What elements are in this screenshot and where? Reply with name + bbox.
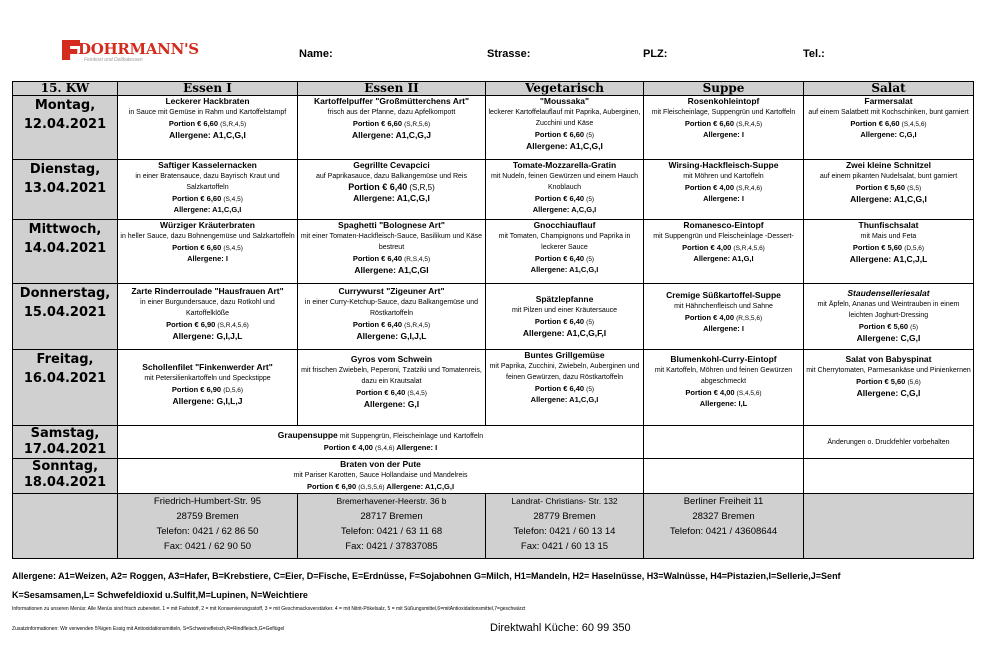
dish-desc: mit Pilzen und einer Kräutersauce: [511, 307, 618, 314]
dish-cell: [644, 284, 804, 350]
day-label: [13, 350, 118, 426]
dish-allergens: Allergene: I: [187, 254, 228, 263]
col-header-salat: Salat: [804, 82, 974, 96]
address-city: 28759 Bremen: [176, 511, 239, 522]
dish-price: Portion € 5,60 (5): [858, 322, 919, 331]
dish-title: Schollenfilet "Finkenwerder Art": [142, 362, 273, 372]
name-label: Name:: [299, 48, 333, 60]
day-name: Freitag,: [36, 352, 94, 367]
address-city: 28717 Bremen: [360, 511, 423, 522]
col-header-vegetarisch: Vegetarisch: [486, 82, 644, 96]
dish-cell: [486, 220, 644, 284]
dish-allergens: Allergene: A1,C,GI: [354, 265, 429, 275]
address-row: [13, 494, 974, 559]
dish-title: Farmersalat: [864, 96, 913, 106]
dish-title: Zarte Rinderroulade "Hausfrauen Art": [131, 286, 284, 296]
dish-title: Leckerer Hackbraten: [165, 96, 250, 106]
dish-allergens: Allergene: A1,C,G,I: [353, 193, 430, 203]
dish-allergens: Allergene: A1,C,G,J: [351, 130, 432, 140]
dish-price: Portion € 6,40 (5): [534, 254, 595, 263]
dish-desc: mit Nudeln, feinen Gewürzen und einem Hauch Knoblauch: [490, 173, 639, 191]
dish-title: Salat von Babyspinat: [845, 354, 932, 364]
address-street: Landrat- Christians- Str. 132: [511, 496, 618, 506]
address-fax: Fax: 0421 / 60 13 15: [520, 541, 609, 552]
dish-price: Portion € 6,60 (S,4,5,6): [850, 119, 927, 128]
dish-allergens: Allergene: I: [703, 130, 744, 139]
additional-info: Zusatzinformationen: Wir verwenden 5%igen Essig mit Antioxidationsmitteln, S=Schweinefleisch,R=Rindfleisch,G=Geflügel: [12, 626, 285, 632]
dish-allergens: Allergene: C,G,I: [856, 388, 921, 398]
dish-desc: mit Äpfeln, Ananas und Weintrauben in einem leichten Joghurt-Dressing: [817, 301, 960, 319]
dish-allergens: Allergene: A1,C,G,F,I: [522, 328, 607, 338]
dish-desc: auf einem Salatbett mit Kochschinken, bunt garniert: [808, 109, 969, 116]
dish-desc: auf einem pikanten Nudelsalat, bunt garniert: [819, 173, 958, 180]
logo-text: DOHRMANN'S: [78, 40, 199, 58]
empty-cell: [644, 426, 804, 459]
day-name: Donnerstag,: [19, 286, 111, 301]
dish-title: Saftiger Kasselernacken: [158, 160, 257, 170]
dish-cell: [118, 220, 298, 284]
additive-info: Informationen zu unseren Menüs: Alle Menüs sind frisch zubereitet. 1 = mit Farbstoff, 2 = mit Konservierungsstoff, 3 = mit Geschmacksverstärker. 4 = mit Nitrit-Pökelsalz, 5 = mit Süßungsmittel,6=mitAntioxidationsmittel,7=geschwärzt: [12, 606, 526, 612]
dish-cell: [118, 96, 298, 160]
dish-desc: mit einer Tomaten-Hackfleisch-Sauce, Basilikum und Käse bestreut: [300, 233, 483, 251]
address-cell: [486, 494, 644, 559]
dish-allergens: Allergene: C,G,I: [856, 333, 921, 343]
dish-desc: mit Suppengrün, Fleischeinlage und Kartoffeln: [337, 433, 484, 440]
day-name: Montag,: [34, 98, 96, 113]
dish-cell: [118, 160, 298, 220]
day-row: [13, 350, 974, 426]
dish-desc: mit Pariser Karotten, Sauce Hollandaise und Mandelreis: [293, 472, 468, 479]
address-phone: Telefon: 0421 / 60 13 14: [513, 526, 616, 537]
dish-desc: leckerer Kartoffelauflauf mit Paprika, Auberginen, Zucchini und Käse: [488, 109, 641, 127]
dish-cell: [118, 459, 644, 494]
day-label: [13, 96, 118, 160]
dish-price: Portion € 5,60 (S,5): [855, 183, 922, 192]
col-header-essen1: Essen I: [118, 82, 298, 96]
empty-cell: [644, 459, 804, 494]
day-label: [13, 426, 118, 459]
dish-price: Portion € 6,60 (S,R,4,5): [168, 119, 247, 128]
dish-allergens: Allergene: A1,C,G,I: [850, 194, 927, 204]
day-name: Mittwoch,: [28, 222, 102, 237]
dish-price: Portion € 6,60 (S,R,5,6): [352, 119, 431, 128]
tel-label: Tel.:: [803, 48, 825, 60]
dish-desc: mit frischen Zwiebeln, Peperoni, Tzatziki und Tomatenreis, dazu ein Krautsalat: [301, 367, 482, 385]
col-header-essen2: Essen II: [298, 82, 486, 96]
dish-price: Portion € 6,60 (S,4,5): [172, 194, 243, 203]
dish-title: Blumenkohl-Curry-Eintopf: [670, 354, 777, 364]
day-date: 18.04.2021: [23, 475, 107, 490]
dish-cell: [644, 220, 804, 284]
week-header: 15. KW: [13, 82, 118, 96]
dish-price: Portion € 6,90 (S,R,4,5,6): [166, 320, 249, 329]
dish-desc: mit Hähnchenfleisch und Sahne: [674, 303, 773, 310]
day-date: 14.04.2021: [23, 241, 107, 256]
address-street: Berliner Freiheit 11: [683, 496, 764, 507]
dish-price: Portion € 6,90 (G,S,5,6) Allergene: A1,C,G,I: [306, 482, 455, 491]
dish-desc: in heller Sauce, dazu Bohnengemüse und Salzkartoffeln: [120, 233, 295, 240]
dish-desc: mit Cherrytomaten, Parmesankäse und Pinienkernen: [806, 367, 971, 374]
dish-cell: [804, 220, 974, 284]
dish-cell: [118, 350, 298, 426]
dish-allergens: Allergene: A1,C,G,I: [530, 265, 599, 274]
dish-title: Würziger Kräuterbraten: [160, 220, 255, 230]
dish-allergens: Allergene: C,G,I: [860, 130, 917, 139]
day-row: [13, 284, 974, 350]
dish-cell: [298, 160, 486, 220]
day-row: [13, 459, 974, 494]
day-date: 16.04.2021: [23, 371, 107, 386]
day-label: [13, 160, 118, 220]
header-row: [13, 82, 974, 96]
empty-cell: [804, 459, 974, 494]
dish-allergens: Allergene: A,C,G,I: [532, 205, 597, 214]
day-date: 15.04.2021: [23, 305, 107, 320]
dish-title: Cremige Süßkartoffel-Suppe: [666, 290, 781, 300]
day-row: [13, 220, 974, 284]
dish-title: "Moussaka": [539, 96, 590, 106]
dish-title: Gegrillte Cevapcici: [353, 160, 430, 170]
dish-title: Zwei kleine Schnitzel: [845, 160, 932, 170]
dish-price: Portion € 6,60 (5): [534, 130, 595, 139]
dish-price: Portion € 4,00 (S,4,6) Allergene: I: [323, 443, 438, 452]
dish-price: Portion € 6,40 (5): [534, 384, 595, 393]
dish-desc: mit Suppengrün und Fleischeinlage -Dessert-: [653, 233, 794, 240]
dish-cell: [486, 160, 644, 220]
dish-cell: [118, 284, 298, 350]
dish-title: Currywurst "Zigeuner Art": [338, 286, 445, 296]
dish-title: Thunfischsalat: [858, 220, 919, 230]
dish-title: Rosenkohleintopf: [687, 96, 760, 106]
dish-cell: [644, 160, 804, 220]
menu-table: [12, 81, 974, 559]
note-cell: [804, 426, 974, 459]
dish-desc: in einer Bratensauce, dazu Bayrisch Kraut und Salzkartoffeln: [135, 173, 280, 191]
address-street: Bremerhavener-Heerstr. 36 b: [336, 496, 447, 506]
dish-allergens: Allergene: G,I,L,J: [172, 396, 243, 406]
disclaimer-note: Änderungen o. Druckfehler vorbehalten: [827, 438, 950, 446]
dish-cell: [804, 284, 974, 350]
dish-desc: auf Paprikasauce, dazu Balkangemüse und Reis: [316, 173, 467, 180]
dish-title: Spätzlepfanne: [535, 294, 594, 304]
allergen-legend-1: Allergene: A1=Weizen, A2= Roggen, A3=Hafer, B=Krebstiere, C=Eier, D=Fische, E=Erdnüsse, F=Sojabohnen G=Milch, H1=Mandeln, H2= Haselnüsse, H3=Walnüsse, H4=Pistazien,I=Sellerie,J=Senf: [12, 571, 841, 581]
day-name: Sonntag,: [31, 459, 99, 474]
dish-desc: mit Tomaten, Champignons und Paprika in leckerer Sauce: [498, 233, 631, 251]
dish-price: Portion € 6,60 (S,4,5): [172, 243, 243, 252]
dish-title: Graupensuppe: [277, 430, 338, 440]
dish-desc: in einer Burgundersauce, dazu Rotkohl und Kartoffelklöße: [140, 299, 275, 317]
dish-title: Wirsing-Hackfleisch-Suppe: [668, 160, 779, 170]
dish-desc: mit Kartoffeln, Möhren und feinen Gewürzen abgeschmeckt: [654, 367, 793, 385]
dish-price: Portion € 4,00 (S,R,4,6): [684, 183, 763, 192]
dish-cell: [298, 350, 486, 426]
dish-title: Kartoffelpuffer "Großmütterchens Art": [313, 96, 470, 106]
dish-allergens: Allergene: A1,G,I: [693, 254, 754, 263]
day-date: 12.04.2021: [23, 117, 107, 132]
day-row: [13, 96, 974, 160]
dish-cell: [644, 350, 804, 426]
dish-cell: [298, 284, 486, 350]
dish-allergens: Allergene: A1,C,J,L: [849, 254, 928, 264]
day-name: Samstag,: [30, 426, 100, 441]
company-logo: [62, 40, 199, 64]
day-row: [13, 426, 974, 459]
day-label: [13, 220, 118, 284]
dish-desc: mit Fleischeinlage, Suppengrün und Kartoffeln: [651, 109, 796, 116]
address-cell: [118, 494, 298, 559]
address-street: Friedrich-Humbert-Str. 95: [153, 496, 262, 507]
dish-price: Portion € 5,60 (D,5,6): [852, 243, 925, 252]
dish-title: Tomate-Mozzarella-Gratin: [512, 160, 617, 170]
dish-cell: [486, 96, 644, 160]
dish-allergens: Allergene: I: [703, 194, 744, 203]
dish-allergens: Allergene: I,L: [699, 399, 748, 408]
dish-cell: [486, 350, 644, 426]
address-city: 28327 Bremen: [692, 511, 755, 522]
address-phone: Telefon: 0421 / 63 11 68: [340, 526, 443, 537]
address-city: 28779 Bremen: [533, 511, 596, 522]
dish-price: Portion € 4,00 (R,S,5,6): [684, 313, 763, 322]
dish-desc: mit Petersilienkartoffeln und Speckstippe: [144, 375, 271, 382]
dish-cell: [644, 96, 804, 160]
dish-cell: [298, 220, 486, 284]
allergen-legend-2: K=Sesamsamen,L= Schwefeldioxid u.Sulfit,M=Lupinen, N=Weichtiere: [12, 590, 308, 600]
dish-desc: in Sauce mit Gemüse in Rahm und Kartoffelstampf: [128, 109, 287, 116]
address-cell: [298, 494, 486, 559]
empty-cell: [13, 494, 118, 559]
plz-label: PLZ:: [643, 48, 668, 60]
address-fax: Fax: 0421 / 62 90 50: [163, 541, 252, 552]
dish-title: Spaghetti "Bolognese Art": [338, 220, 445, 230]
dish-allergens: Allergene: A1,C,G,I: [530, 395, 599, 404]
dish-cell: [298, 96, 486, 160]
dish-cell: [118, 426, 644, 459]
kitchen-direct-phone: Direktwahl Küche: 60 99 350: [490, 622, 631, 634]
day-row: [13, 160, 974, 220]
dish-desc: in einer Curry-Ketchup-Sauce, dazu Balkangemüse und Röstkartoffeln: [304, 299, 479, 317]
dish-desc: mit Paprika, Zucchini, Zwiebeln, Auberginen und feinen Gewürzen, dazu Röstkartoffeln: [489, 363, 640, 381]
day-label: [13, 459, 118, 494]
dish-price: Portion € 6,40 (5): [534, 317, 595, 326]
dish-allergens: Allergene: G,I: [363, 399, 420, 409]
dish-price: Portion € 4,00 (S,R,4,5,6): [682, 243, 765, 252]
dish-price: Portion € 6,40 (5): [534, 194, 595, 203]
dish-title: Buntes Grillgemüse: [524, 350, 605, 360]
dish-allergens: Allergene: I: [703, 324, 744, 333]
address-fax: Fax: 0421 / 37837085: [345, 541, 438, 552]
dish-price: Portion € 6,40 (S,4,5): [356, 388, 427, 397]
empty-cell: [804, 494, 974, 559]
day-date: 13.04.2021: [23, 181, 107, 196]
dish-allergens: Allergene: A1,C,G,I: [169, 130, 246, 140]
dish-price: Portion € 6,40 (S,R,4,5): [352, 320, 431, 329]
strasse-label: Strasse:: [487, 48, 531, 60]
dish-cell: [486, 284, 644, 350]
dish-cell: [804, 350, 974, 426]
day-label: [13, 284, 118, 350]
dish-price: Portion € 6,40 (R,S,4,5): [352, 254, 431, 263]
dish-allergens: Allergene: G,I,J,L: [172, 331, 243, 341]
day-date: 17.04.2021: [23, 442, 107, 457]
logo-tagline: Feinkost und Delikatessen: [84, 57, 143, 63]
dish-title: Braten von der Pute: [340, 459, 421, 469]
dish-allergens: Allergene: G,I,J,L: [356, 331, 427, 341]
dish-title: Gyros vom Schwein: [350, 354, 433, 364]
dish-price: Portion € 4,00 (S,4,5,6): [685, 388, 762, 397]
dish-desc: mit Mais und Feta: [860, 233, 917, 240]
dish-title: Romanesco-Eintopf: [683, 220, 764, 230]
dish-allergens: Allergene: A1,C,G,I: [173, 205, 242, 214]
dish-price: Portion € 6,60 (S,R,4,5): [684, 119, 763, 128]
dish-title: Gnocchiauflauf: [533, 220, 596, 230]
dish-price: Portion € 6,40 (S,R,5): [348, 182, 435, 192]
address-cell: [644, 494, 804, 559]
address-phone: Telefon: 0421 / 43608644: [669, 526, 778, 537]
dish-desc: frisch aus der Pfanne, dazu Apfelkompott: [327, 109, 456, 116]
dish-price: Portion € 6,90 (D,5,6): [171, 385, 244, 394]
dish-allergens: Allergene: A1,C,G,I: [526, 141, 603, 151]
dish-cell: [804, 160, 974, 220]
day-name: Dienstag,: [29, 162, 101, 177]
dish-price: Portion € 5,60 (5,6): [856, 377, 921, 386]
dish-desc: mit Möhren und Kartoffeln: [683, 173, 764, 180]
dish-cell: [804, 96, 974, 160]
address-phone: Telefon: 0421 / 62 86 50: [156, 526, 259, 537]
col-header-suppe: Suppe: [644, 82, 804, 96]
dish-title: Staudenselleriesalat: [847, 288, 930, 298]
